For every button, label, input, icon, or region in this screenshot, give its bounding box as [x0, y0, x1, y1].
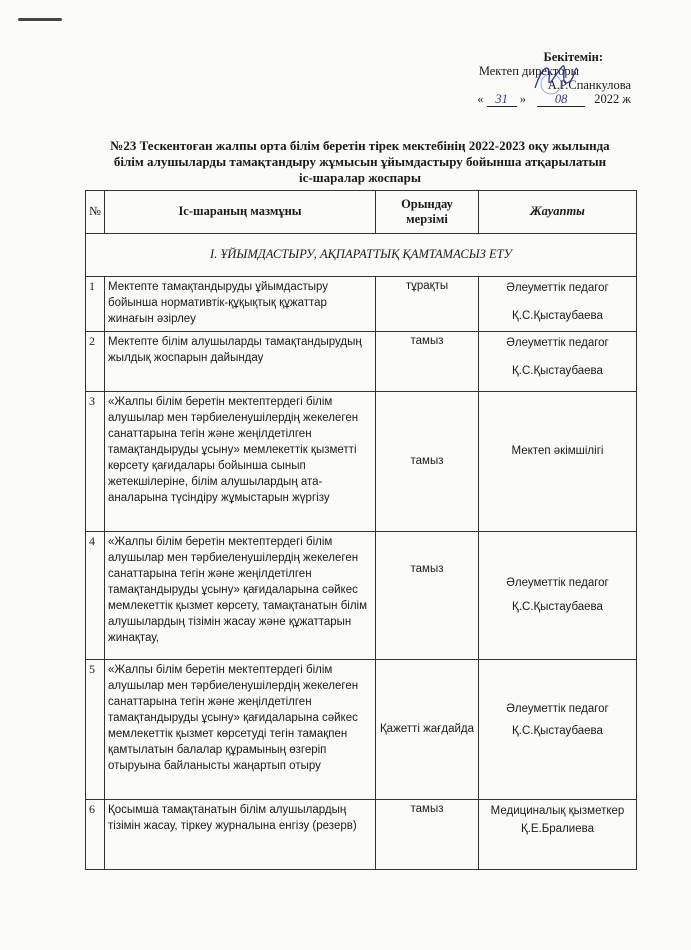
responsible-name: Қ.С.Қыстаубаева [512, 365, 603, 377]
approval-role: Мектеп директоры [478, 64, 579, 78]
row-content: «Жалпы білім беретін мектептердегі білім алушылар мен тәрбиеленушілердің жекелеген санаттарына тегін және жеңілдетілген тамақтандыруды ұсыну» қағидаларына сәйкес мемлекеттік қызмет көрсету, тамақтанатын білім алушылардың тізімін жасау және құжаттарын жинақтау, [105, 532, 376, 660]
title-line-1: №23 Тескентоған жалпы орта білім беретін тірек мектебінің 2022-2023 оқу жылында [110, 138, 610, 153]
header-number: № [86, 191, 105, 234]
row-deadline: тамыз [376, 332, 479, 392]
scan-mark [18, 18, 62, 21]
row-deadline: тамыз [376, 800, 479, 870]
responsible-name: Қ.С.Қыстаубаева [512, 601, 603, 613]
row-responsible [479, 532, 637, 660]
row-deadline: Қажетті жағдайда [376, 660, 479, 800]
deadline-text: тамыз [410, 563, 444, 575]
responsible-role: Әлеуметтік педагог [506, 337, 609, 349]
title-line-3: іс-шаралар жоспары [298, 170, 422, 185]
title-line-2: білім алушыларды тамақтандыру жұмысын ұйымдастыру бойынша атқарылатын [113, 154, 607, 169]
responsible-name: Қ.Е.Бралиева [520, 823, 594, 835]
row-responsible [479, 392, 637, 532]
responsible-role: Әлеуметтік педагог [506, 577, 609, 589]
row-content: Қосымша тамақтанатын білім алушылардың тізімін жасау, тіркеу журналына енгізу (резерв) [105, 800, 376, 870]
row-number: 2 [86, 332, 105, 392]
responsible-name: Қ.С.Қыстаубаева [512, 310, 603, 322]
row-responsible [479, 800, 637, 870]
table-row [86, 392, 637, 532]
responsible-role: Мектеп әкімшілігі [511, 445, 604, 457]
row-content: Мектепте білім алушыларды тамақтандырудың жылдық жоспарын дайындау [105, 332, 376, 392]
responsible-role: Әлеуметтік педагог [506, 282, 609, 294]
row-number: 1 [86, 277, 105, 332]
responsible-role: Медициналық қызметкер [490, 805, 625, 817]
row-responsible [479, 660, 637, 800]
row-deadline: тамыз [376, 392, 479, 532]
date-year: 2022 ж [594, 92, 631, 106]
header-responsible: Жауапты [479, 191, 637, 234]
table-row [86, 277, 637, 332]
approval-name: А.Р.Спанкулова [547, 78, 631, 92]
header-deadline: Орындау мерзімі [376, 191, 479, 234]
responsible-name: Қ.С.Қыстаубаева [512, 725, 603, 737]
date-day: 31 [487, 92, 517, 107]
table-row [86, 532, 637, 660]
row-responsible [479, 277, 637, 332]
row-number: 4 [86, 532, 105, 660]
row-deadline: тұрақты [376, 277, 479, 332]
date-open-quote: « [477, 92, 484, 106]
table-row [86, 800, 637, 870]
date-month: 08 [537, 92, 585, 107]
signature-mark [529, 58, 581, 98]
row-number: 5 [86, 660, 105, 800]
approval-title: Бекітемін: [543, 50, 603, 64]
section-row [86, 234, 637, 277]
row-number: 3 [86, 392, 105, 532]
table-header-row [86, 191, 637, 234]
table-row [86, 660, 637, 800]
row-deadline [376, 532, 479, 660]
row-number: 6 [86, 800, 105, 870]
table-row [86, 332, 637, 392]
plan-table [85, 190, 637, 870]
date-close-quote: » [519, 92, 526, 106]
approval-block [411, 50, 631, 107]
row-content: «Жалпы білім беретін мектептердегі білім алушылар мен тәрбиеленушілердің жекелеген санаттарына тегін және жеңілдетілген тамақтандыруды ұсыну» қағидаларына сәйкес мемлекеттік қызмет көрсетуді тегін тамақпен қамтылатын балалар құрамының өзгеріп отыруына байланысты жаңартып отыру [105, 660, 376, 800]
section-title: І. ҰЙЫМДАСТЫРУ, АҚПАРАТТЫҚ ҚАМТАМАСЫЗ ЕТУ [86, 234, 637, 277]
row-content: «Жалпы білім беретін мектептердегі білім алушылар мен тәрбиеленушілердің жекелеген санаттарына тегін және жеңілдетілген тамақтандыруды ұсыну» мемлекеттік қызметті көрсету қағидалары бойынша сынып жетекшілеріне, білім алушылардың ата-аналарына түсіндіру жұмыстарын жүргізу [105, 392, 376, 532]
row-content: Мектепте тамақтандыруды ұйымдастыру бойынша нормативтік-құқықтық құжаттар жинағын әзірлеу [105, 277, 376, 332]
header-content: Іс-шараның мазмұны [105, 191, 376, 234]
document-title [80, 138, 640, 186]
row-responsible [479, 332, 637, 392]
approval-date [411, 92, 631, 107]
responsible-role: Әлеуметтік педагог [506, 703, 609, 715]
